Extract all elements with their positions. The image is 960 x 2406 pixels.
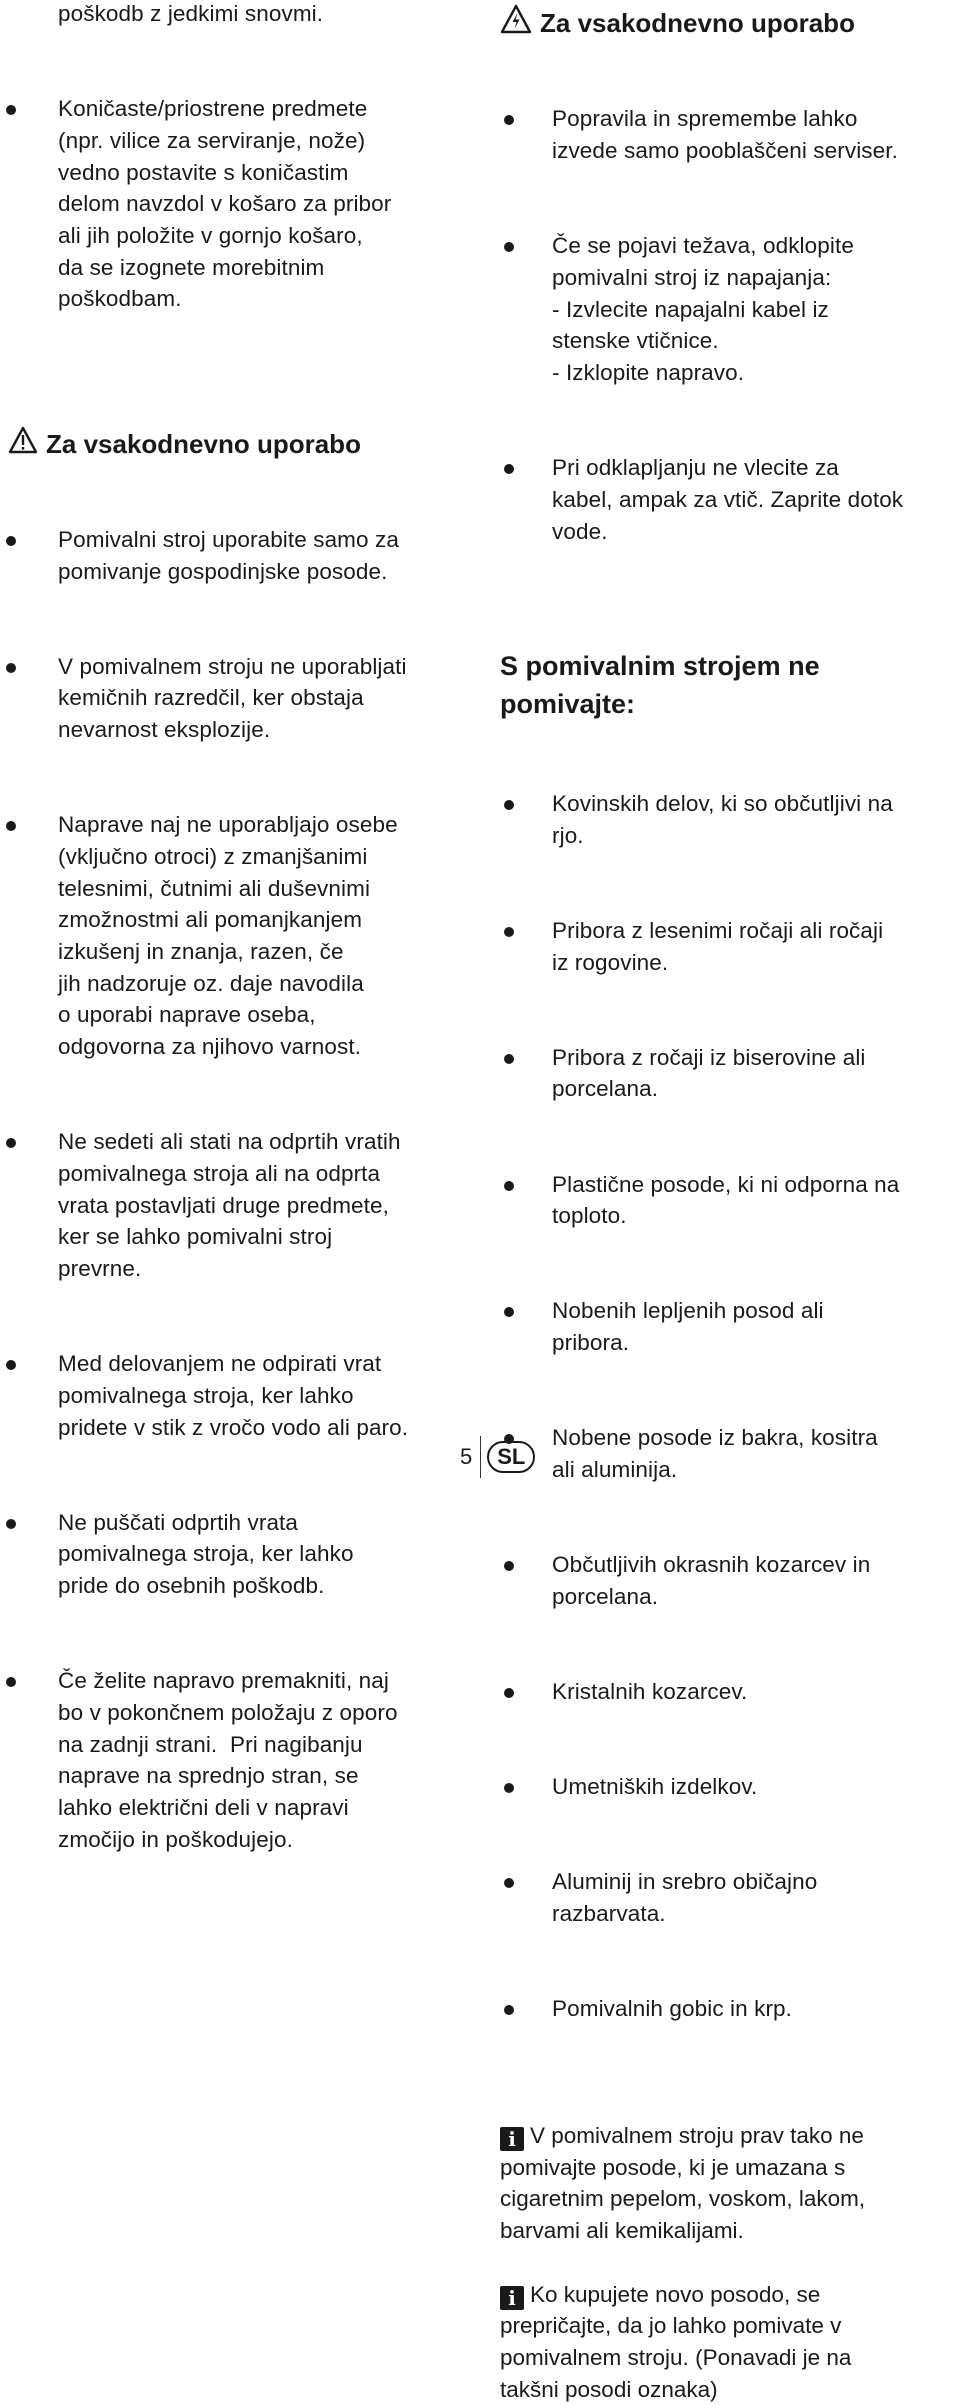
list-item: Nobenih lepljenih posod ali pribora.	[552, 1295, 960, 1358]
left-list	[0, 460, 478, 1918]
list-item: Med delovanjem ne odpirati vrat pomivalnega stroja, ker lahko pridete v stik z vročo vodo ali paro.	[58, 1348, 478, 1443]
page-footer	[460, 1436, 535, 1478]
left-column	[0, 0, 478, 1919]
list-item: Nobene posode iz bakra, kositra ali aluminija.	[552, 1422, 960, 1485]
list-item: Aluminij in srebro običajno razbarvata.	[552, 1866, 960, 1929]
list-item: Kristalnih kozarcev.	[552, 1676, 960, 1708]
list-item: Ne sedeti ali stati na odprtih vratih pomivalnega stroja ali na odprta vrata postavljati druge predmete, ker se lahko pomivalni stroj prevrne.	[58, 1126, 478, 1285]
list-item: V pomivalnem stroju ne uporabljati kemičnih razredčil, ker obstaja nevarnost eksplozije.	[58, 651, 478, 746]
list-item: Kovinskih delov, ki so občutljivi na rjo.	[552, 788, 960, 851]
info-icon: i	[500, 2286, 524, 2310]
left-section-heading	[0, 426, 478, 462]
right-column	[500, 0, 960, 2406]
list-item: Pribora z lesenimi ročaji ali ročaji iz rogovine.	[552, 915, 960, 978]
list-item: Pomivalni stroj uporabite samo za pomivanje gospodinjske posode.	[58, 524, 478, 587]
right-list	[500, 40, 960, 611]
warning-triangle-icon	[500, 4, 532, 42]
list-item: Naprave naj ne uporabljajo osebe (vključno otroci) z zmanjšanimi telesnimi, čutnimi ali duševnimi zmožnostmi ali pomanjkanjem izkušenj in znanja, razen, če jih nadzoruje oz. daje navodila o uporabi naprave oseba, odgovorna za njihovo varnost.	[58, 809, 478, 1063]
info-note-1-text: V pomivalnem stroju prav tako ne pomivajte posode, ki je umazana s cigaretnim pepelom, voskom, lakom, barvami ali kemikalijami.	[500, 2122, 866, 2243]
list-item: Če želite napravo premakniti, naj bo v pokončnem položaju z oporo na zadnji strani. Pri nagibanju naprave na sprednjo stran, se lahko električni deli v napravi zmočijo in poškodujejo.	[58, 1665, 478, 1855]
list-item: Ne puščati odprtih vrata pomivalnega stroja, ker lahko pride do osebnih poškodb.	[58, 1507, 478, 1602]
footer-divider	[480, 1436, 481, 1478]
list-item: Plastične posode, ki ni odporna na toploto.	[552, 1169, 960, 1232]
info-note-2	[500, 2279, 960, 2406]
list-item: Občutljivih okrasnih kozarcev in porcelana.	[552, 1549, 960, 1612]
warning-triangle-icon	[8, 426, 38, 462]
list-item: Pomivalnih gobic in krp.	[552, 1993, 960, 2025]
page-number: 5	[460, 1444, 473, 1469]
list-item: Koničaste/priostrene predmete (npr. vilice za serviranje, nože) vedno postavite s koničastim delom navzdol v košaro za pribor ali jih položite v gornjo košaro, da se izognete morebitnim poškodbam.	[58, 93, 478, 315]
intro-text: poškodb z jedkimi snovmi.	[58, 1, 324, 26]
right-section-heading	[500, 4, 960, 42]
info-icon: i	[500, 2127, 524, 2151]
left-heading-text: Za vsakodnevno uporabo	[46, 429, 361, 460]
language-badge: SL	[487, 1441, 535, 1473]
list-item: Pri odklapljanju ne vlecite za kabel, ampak za vtič. Zaprite dotok vode.	[552, 452, 960, 547]
list-item: Pribora z ročaji iz biserovine ali porcelana.	[552, 1042, 960, 1105]
info-note-2-text: Ko kupujete novo posodo, se prepričajte, da jo lahko pomivate v pomivalnem stroju. (Ponavadi je na takšni posodi oznaka)	[500, 2281, 852, 2402]
info-note-1	[500, 2120, 960, 2247]
list-item: Popravila in spremembe lahko izvede samo pooblaščeni serviser.	[552, 103, 960, 166]
avoid-list	[500, 725, 960, 2088]
list-item: Če se pojavi težava, odklopite pomivalni stroj iz napajanja: - Izvlecite napajalni kabel iz stenske vtičnice. - Izklopite napravo.	[552, 230, 960, 389]
right-heading-text: Za vsakodnevno uporabo	[540, 8, 855, 38]
left-top-list	[0, 30, 478, 379]
avoid-heading: S pomivalnim strojem ne pomivajte:	[500, 650, 820, 719]
list-item: Umetniških izdelkov.	[552, 1771, 960, 1803]
